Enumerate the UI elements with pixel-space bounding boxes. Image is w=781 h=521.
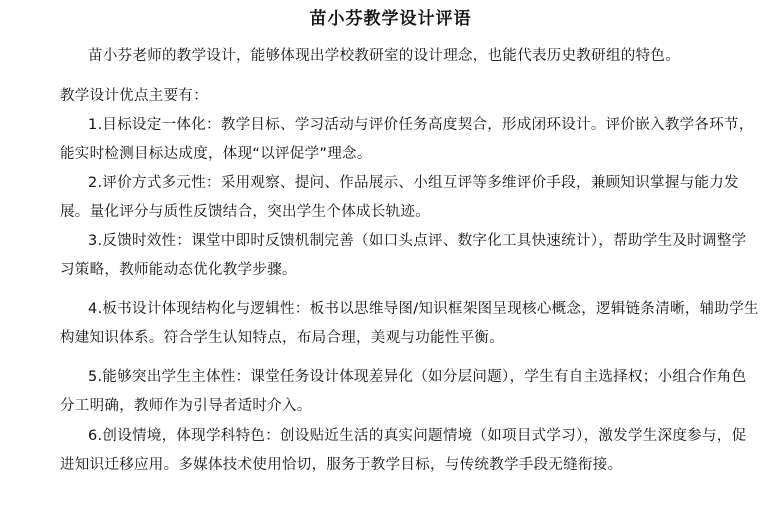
strength-item-5: 5.能够突出学生主体性：课堂任务设计体现差异化（如分层问题），学生有自主选择权；小组合作角色分工明确，教师作为引导者适时介入。	[60, 369, 747, 414]
strength-item-4: 4.板书设计体现结构化与逻辑性：板书以思维导图/知识框架图呈现核心概念，逻辑链条清晰，辅助学生构建知识体系。符合学生认知特点，布局合理，美观与功能性平衡。	[60, 301, 759, 346]
strength-item-2: 2.评价方式多元性：采用观察、提问、作品展示、小组互评等多维评价手段，兼顾知识掌握与能力发展。量化评分与质性反馈结合，突出学生个体成长轨迹。	[60, 175, 739, 220]
lead-paragraph: 教学设计优点主要有：	[60, 88, 208, 104]
intro-paragraph: 苗小芬老师的教学设计，能够体现出学校教研室的设计理念，也能代表历史教研组的特色。	[88, 48, 680, 64]
strength-item-1: 1.目标设定一体化：教学目标、学习活动与评价任务高度契合，形成闭环设计。评价嵌入教学各环节，能实时检测目标达成度，体现“以评促学”理念。	[60, 117, 754, 162]
strength-item-3: 3.反馈时效性：课堂中即时反馈机制完善（如口头点评、数字化工具快速统计），帮助学生及时调整学习策略，教师能动态优化教学步骤。	[60, 233, 747, 278]
strength-item-6: 6.创设情境，体现学科特色：创设贴近生活的真实问题情境（如项目式学习），激发学生深度参与，促进知识迁移应用。多媒体技术使用恰切，服务于教学目标，与传统教学手段无缝衔接。	[60, 428, 747, 473]
document-title: 苗小芬教学设计评语	[309, 9, 472, 29]
